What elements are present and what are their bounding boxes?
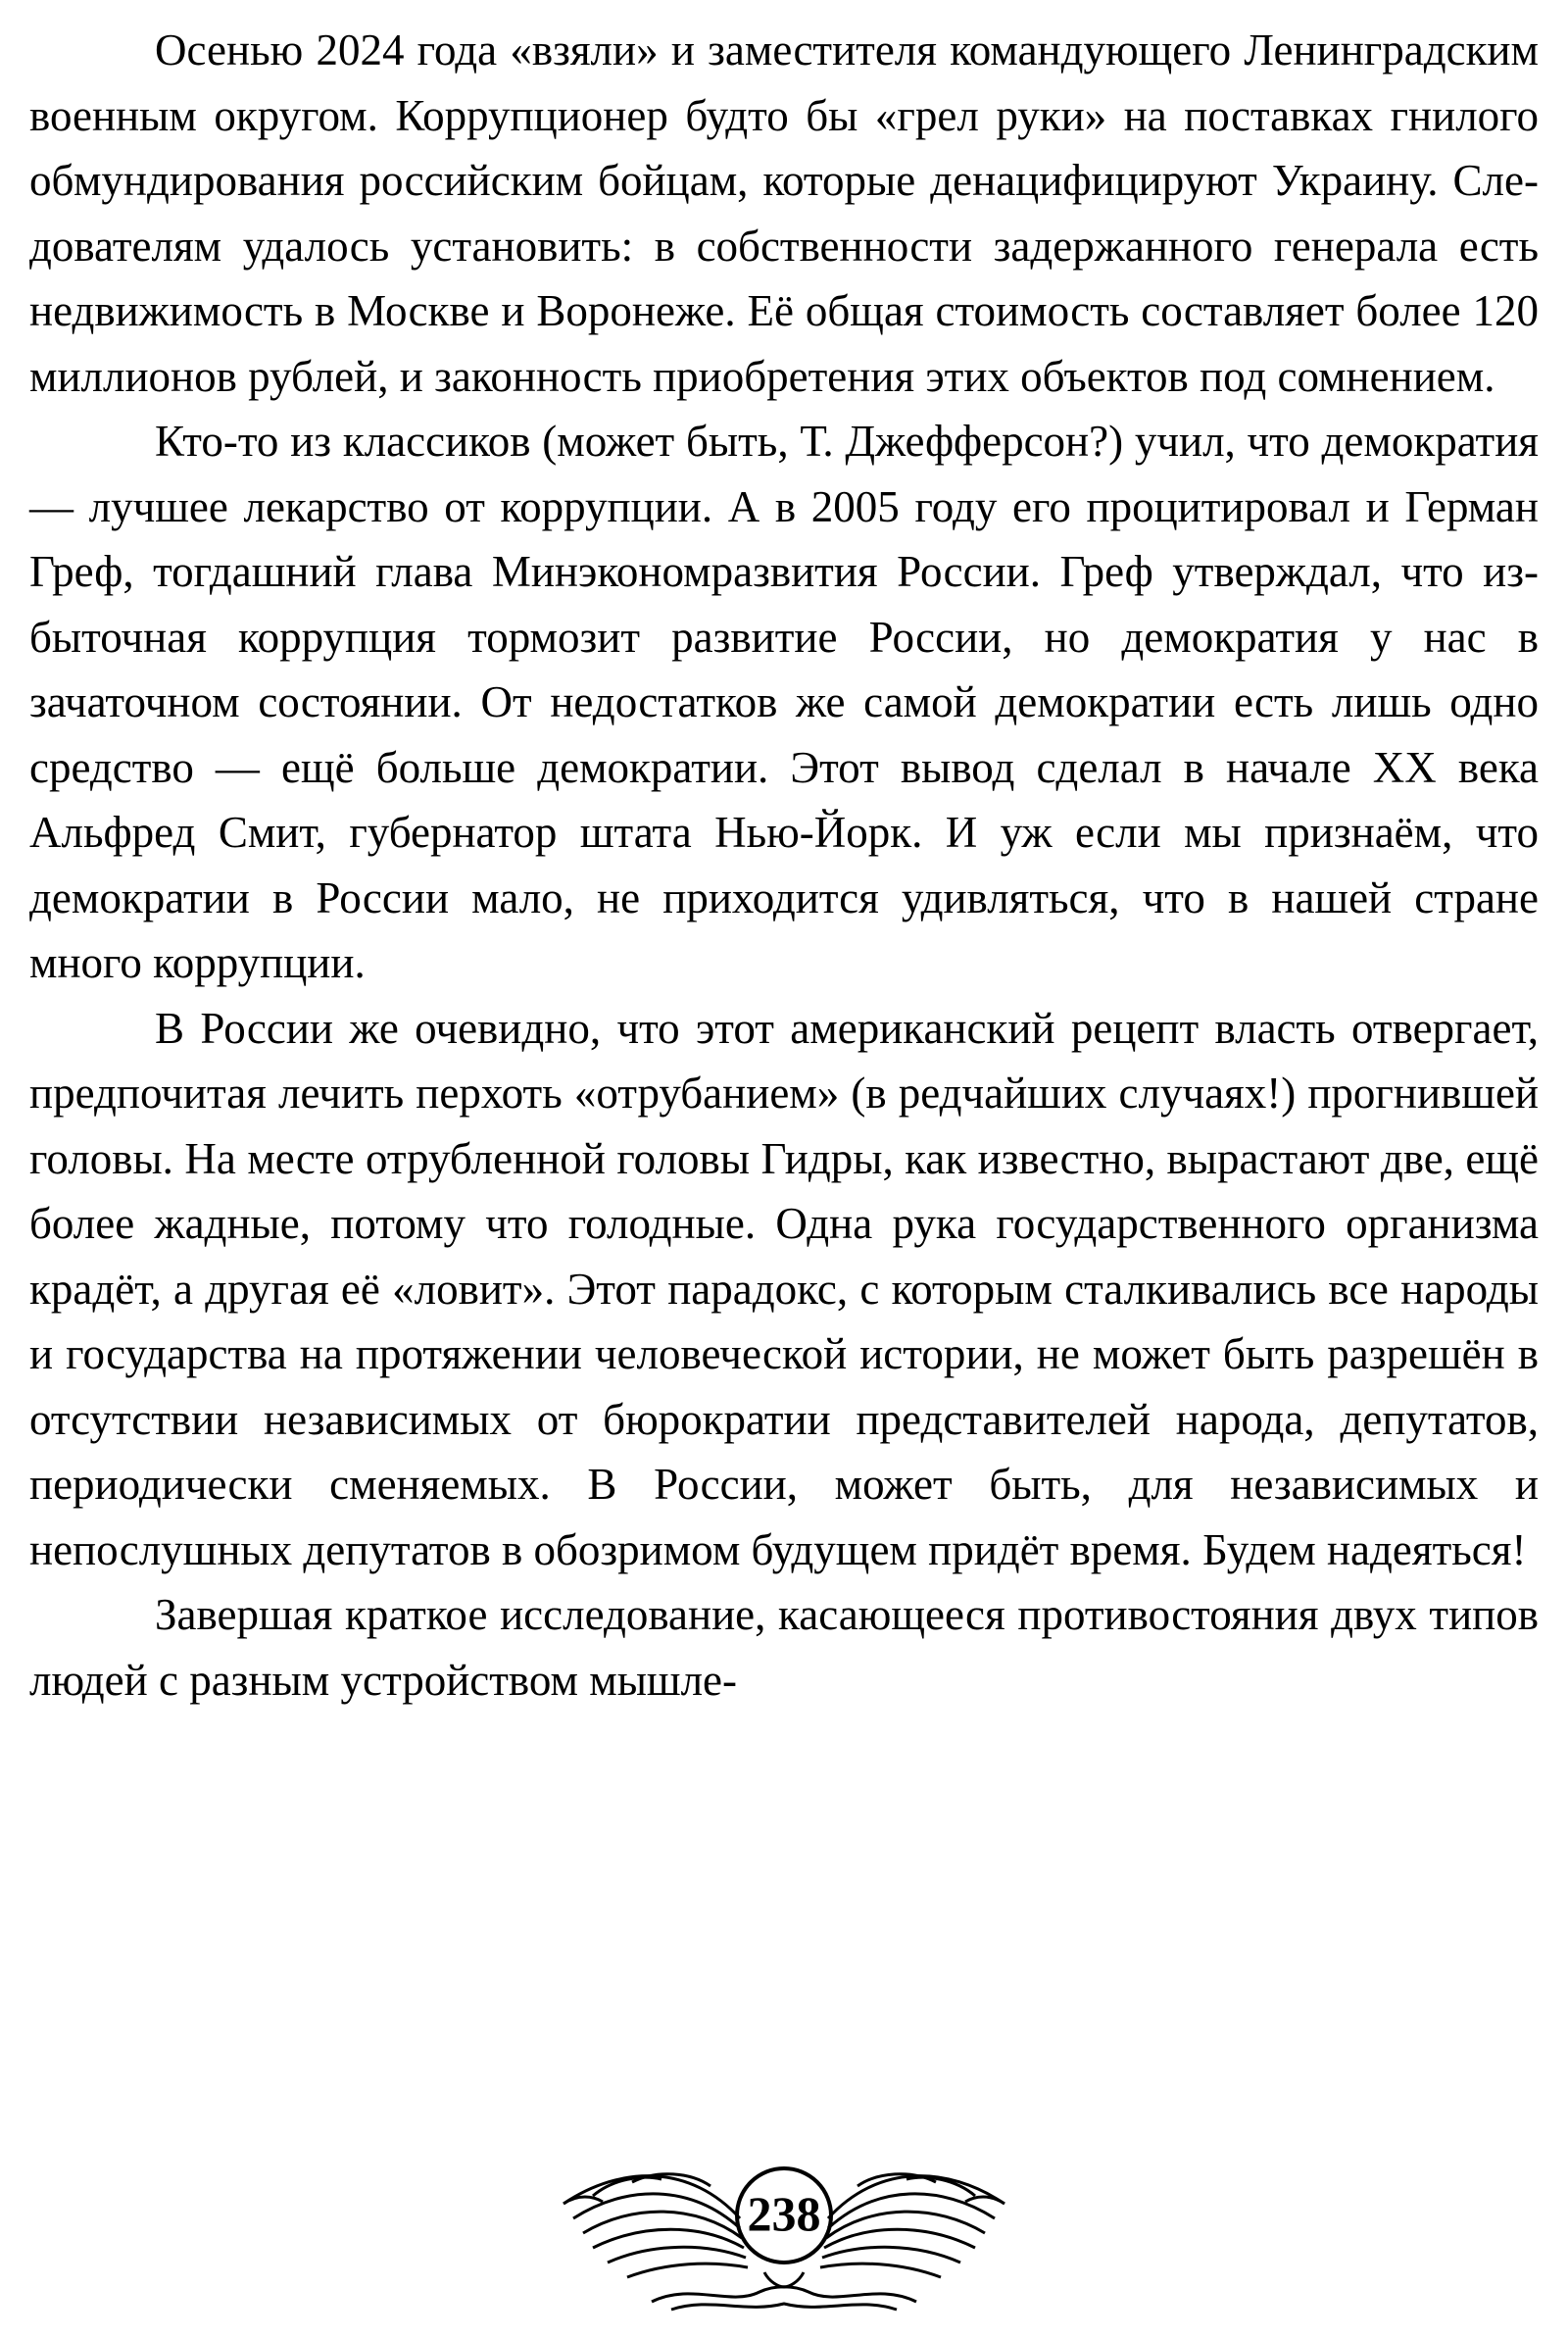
paragraph-3: В России же очевидно, что этот американский рецепт власть отвергает, предпочитая лечить перхоть «отрубанием» (в редчайших случаях!) прогнившей головы. На месте отрубленной головы Гидры, как известно, вырастают две, ещё более жадные, потому что голодные. Одна рука государственного организма крадёт, а другая её «ловит». Этот парадокс, с которым сталкивались все народы и государства на протяжении человеческой истории, не может быть разрешён в отсутствии независимых от бюрократии представителей народа, депутатов, периодически сменяемых. В России, может быть, для независимых и непослушных депутатов в обозримом будущем придёт время. Будем надеяться! (29, 1003, 1539, 1574)
paragraph-4: Завершая краткое исследование, касающееся противостояния двух типов людей с разным устройством мышле- (29, 1590, 1539, 1705)
page-number-ornament (534, 2125, 1034, 2321)
page-text (29, 18, 1539, 1713)
paragraph-1: Осенью 2024 года «взяли» и заместителя командующего Ленинградским военным округом. Коррупционер будто бы «грел руки» на поставках гнилого обмундирования российским бойцам, которые денацифицируют Украину. Следователям удалось установить: в собственности задержанного генерала есть недвижимость в Москве и Воронеже. Её общая стоимость составляет более 120 миллионов рублей, и законность приобретения этих объектов под сомнением. (29, 25, 1539, 401)
paragraph-2: Кто-то из классиков (может быть, Т. Джефферсон?) учил, что демократия — лучшее лекарство от коррупции. А в 2005 году его процитировал и Герман Греф, тогдашний глава Минэкономразвития России. Греф утверждал, что избыточная коррупция тормозит развитие России, но демократия у нас в зачаточном состоянии. От недостатков же самой демократии есть лишь одно средство — ещё больше демократии. Этот вывод сделал в начале XX века Альфред Смит, губернатор штата Нью-Йорк. И уж если мы признаём, что демократии в России мало, не приходится удивляться, что в нашей стране много коррупции. (29, 417, 1539, 987)
page-number: 238 (747, 2186, 821, 2241)
